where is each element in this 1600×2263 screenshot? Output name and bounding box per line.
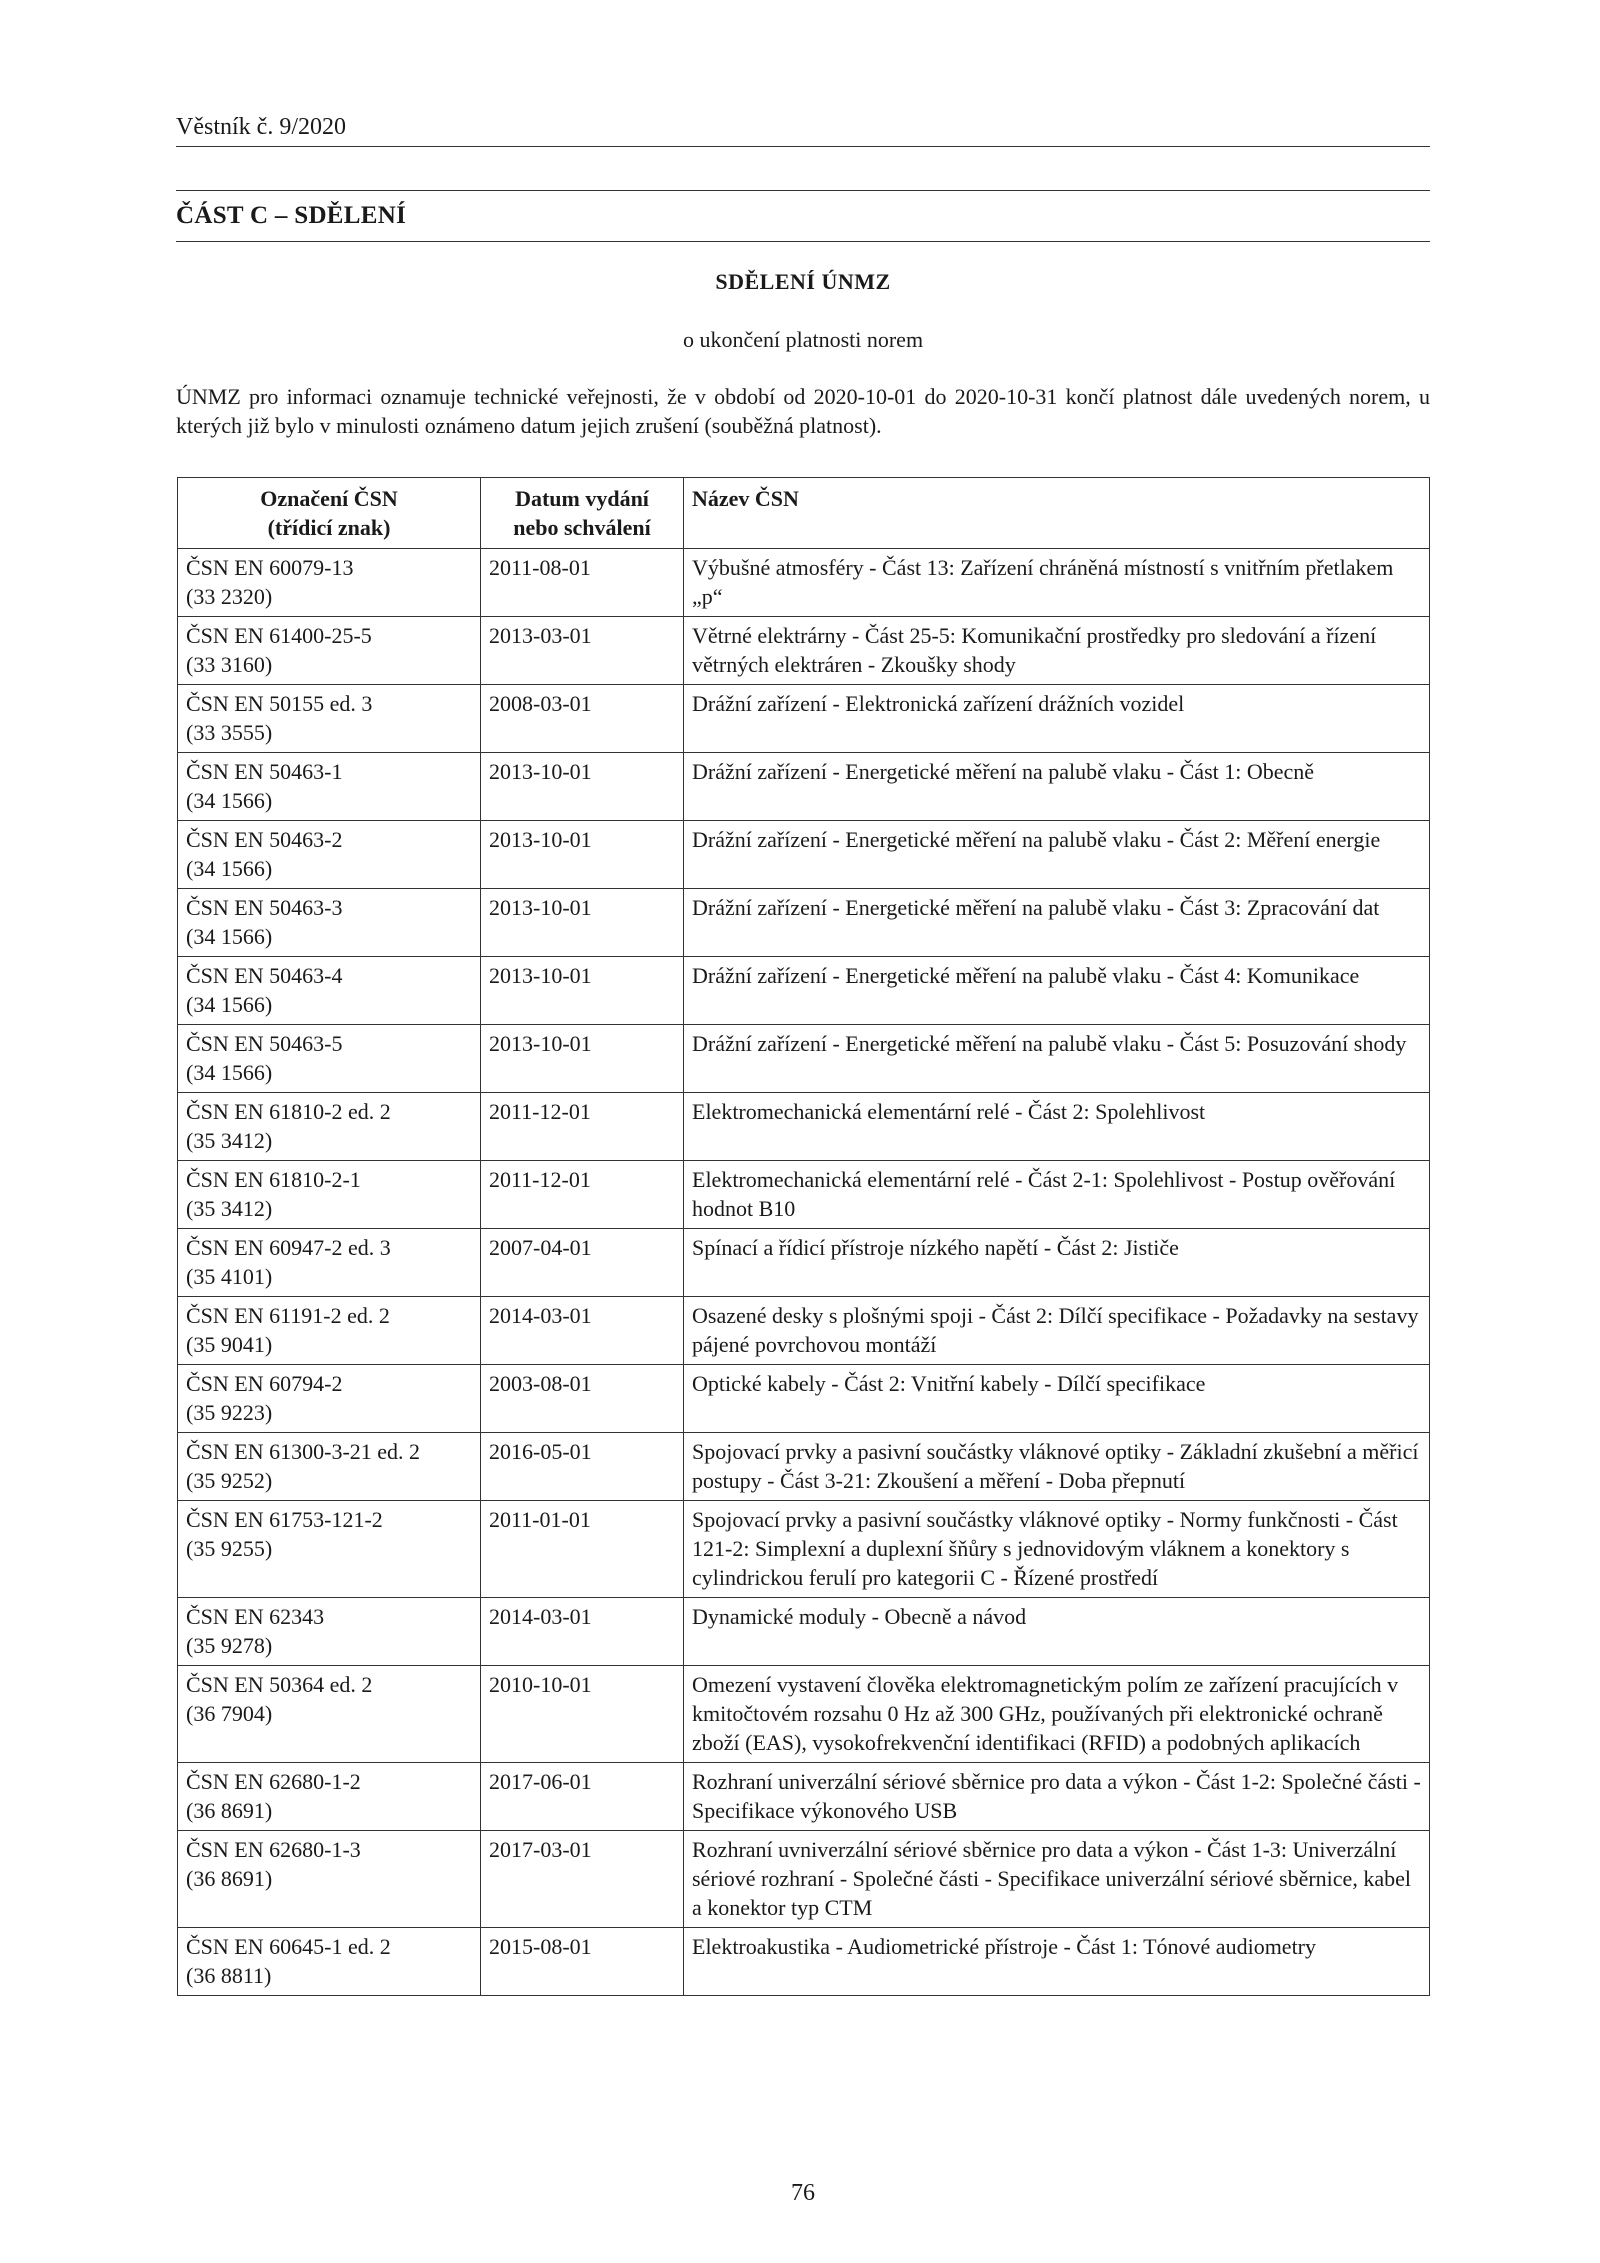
designation-cell <box>178 1229 481 1297</box>
norm-name-cell: Spínací a řídicí přístroje nízkého napětí - Část 2: Jističe <box>684 1229 1430 1297</box>
norm-code: ČSN EN 50364 ed. 2 <box>186 1672 373 1697</box>
norm-name-cell: Rozhraní univerzální sériové sběrnice pro data a výkon - Část 1-2: Společné části - Specifikace výkonového USB <box>684 1763 1430 1831</box>
issue-date-cell: 2010-10-01 <box>481 1666 684 1763</box>
designation-cell <box>178 1025 481 1093</box>
table-row <box>178 821 1430 889</box>
column-header-date-line1: Datum vydání <box>515 486 649 511</box>
classification-mark: (33 3160) <box>186 652 273 677</box>
intro-paragraph: ÚNMZ pro informaci oznamuje technické veřejnosti, že v období od 2020-10-01 do 2020-10-31 končí platnost dále uvedených norem, u kterých již bylo v minulosti oznámeno datum jejich zrušení (souběžná platnost). <box>176 384 1430 438</box>
norm-code: ČSN EN 61810-2-1 <box>186 1167 361 1192</box>
designation-cell <box>178 685 481 753</box>
classification-mark: (35 9223) <box>186 1400 273 1425</box>
issue-date-cell: 2013-10-01 <box>481 957 684 1025</box>
table-row <box>178 1093 1430 1161</box>
norm-code: ČSN EN 50463-4 <box>186 963 343 988</box>
issue-date-cell: 2007-04-01 <box>481 1229 684 1297</box>
table-row <box>178 1161 1430 1229</box>
table-row <box>178 1831 1430 1928</box>
norm-code: ČSN EN 50463-1 <box>186 759 343 784</box>
table-row <box>178 753 1430 821</box>
classification-mark: (35 9041) <box>186 1332 273 1357</box>
bulletin-header: Věstník č. 9/2020 <box>176 112 1430 147</box>
issue-date-cell: 2013-03-01 <box>481 617 684 685</box>
norm-name-cell: Elektromechanická elementární relé - Část 2-1: Spolehlivost - Postup ověřování hodnot B10 <box>684 1161 1430 1229</box>
designation-cell <box>178 1928 481 1996</box>
designation-cell <box>178 617 481 685</box>
notice-subtitle: o ukončení platnosti norem <box>682 327 924 352</box>
table-header-row <box>178 478 1430 549</box>
table-row <box>178 1229 1430 1297</box>
norm-code: ČSN EN 61400-25-5 <box>186 623 372 648</box>
designation-cell <box>178 1297 481 1365</box>
designation-cell <box>178 957 481 1025</box>
issue-date-cell: 2013-10-01 <box>481 889 684 957</box>
classification-mark: (36 7904) <box>186 1701 273 1726</box>
norm-name-cell: Rozhraní uvniverzální sériové sběrnice pro data a výkon - Část 1-3: Univerzální sériové rozhraní - Společné části - Specifikace univerzální sériové sběrnice, kabel a konektor typ CTM <box>684 1831 1430 1928</box>
classification-mark: (36 8811) <box>186 1963 272 1988</box>
norm-code: ČSN EN 61300-3-21 ed. 2 <box>186 1439 421 1464</box>
norm-name-cell: Elektroakustika - Audiometrické přístroje - Část 1: Tónové audiometry <box>684 1928 1430 1996</box>
classification-mark: (34 1566) <box>186 788 273 813</box>
norm-name-cell: Dynamické moduly - Obecně a návod <box>684 1598 1430 1666</box>
column-header-designation-line1: Označení ČSN <box>260 486 398 511</box>
designation-cell <box>178 1433 481 1501</box>
table-row <box>178 889 1430 957</box>
designation-cell <box>178 753 481 821</box>
designation-cell <box>178 1365 481 1433</box>
table-row <box>178 1365 1430 1433</box>
table-row <box>178 1433 1430 1501</box>
designation-cell <box>178 1161 481 1229</box>
section-title: ČÁST C – SDĚLENÍ <box>176 190 1430 242</box>
norm-name-cell: Větrné elektrárny - Část 25-5: Komunikační prostředky pro sledování a řízení větrných elektráren - Zkoušky shody <box>684 617 1430 685</box>
norm-code: ČSN EN 50155 ed. 3 <box>186 691 373 716</box>
norm-name-cell: Výbušné atmosféry - Část 13: Zařízení chráněná místností s vnitřním přetlakem „p“ <box>684 549 1430 617</box>
classification-mark: (35 3412) <box>186 1128 273 1153</box>
issue-date-cell: 2015-08-01 <box>481 1928 684 1996</box>
table-row <box>178 1763 1430 1831</box>
notice-title: SDĚLENÍ ÚNMZ <box>715 269 891 294</box>
norm-code: ČSN EN 61191-2 ed. 2 <box>186 1303 390 1328</box>
norm-code: ČSN EN 60079-13 <box>186 555 354 580</box>
issue-date-cell: 2011-01-01 <box>481 1501 684 1598</box>
norm-code: ČSN EN 62343 <box>186 1604 325 1629</box>
norm-name-cell: Optické kabely - Část 2: Vnitřní kabely - Dílčí specifikace <box>684 1365 1430 1433</box>
classification-mark: (33 3555) <box>186 720 273 745</box>
norm-code: ČSN EN 62680-1-3 <box>186 1837 361 1862</box>
classification-mark: (35 9255) <box>186 1536 273 1561</box>
issue-date-cell: 2013-10-01 <box>481 753 684 821</box>
issue-date-cell: 2014-03-01 <box>481 1297 684 1365</box>
designation-cell <box>178 821 481 889</box>
norm-name-cell: Drážní zařízení - Energetické měření na palubě vlaku - Část 3: Zpracování dat <box>684 889 1430 957</box>
column-header-designation <box>178 478 481 549</box>
column-header-date <box>481 478 684 549</box>
classification-mark: (34 1566) <box>186 924 273 949</box>
classification-mark: (35 9278) <box>186 1633 273 1658</box>
designation-cell <box>178 1763 481 1831</box>
page-number: 76 <box>791 2180 815 2206</box>
norm-name-cell: Drážní zařízení - Energetické měření na palubě vlaku - Část 2: Měření energie <box>684 821 1430 889</box>
issue-date-cell: 2016-05-01 <box>481 1433 684 1501</box>
norm-name-cell: Spojovací prvky a pasivní součástky vláknové optiky - Normy funkčnosti - Část 121-2: Simplexní a duplexní šňůry s jednovidovým vláknem a konektory s cylindrickou ferulí pro kategorii C - Řízené prostředí <box>684 1501 1430 1598</box>
norm-code: ČSN EN 61810-2 ed. 2 <box>186 1099 391 1124</box>
issue-date-cell: 2013-10-01 <box>481 821 684 889</box>
norm-code: ČSN EN 60947-2 ed. 3 <box>186 1235 391 1260</box>
table-row <box>178 1928 1430 1996</box>
classification-mark: (36 8691) <box>186 1798 273 1823</box>
norm-name-cell: Osazené desky s plošnými spoji - Část 2: Dílčí specifikace - Požadavky na sestavy pájené povrchovou montáží <box>684 1297 1430 1365</box>
table-body <box>178 549 1430 1996</box>
classification-mark: (36 8691) <box>186 1866 273 1891</box>
norm-code: ČSN EN 50463-2 <box>186 827 343 852</box>
norm-name-cell: Spojovací prvky a pasivní součástky vláknové optiky - Základní zkušební a měřicí postupy - Část 3-21: Zkoušení a měření - Doba přepnutí <box>684 1433 1430 1501</box>
norm-code: ČSN EN 50463-3 <box>186 895 343 920</box>
issue-date-cell: 2011-12-01 <box>481 1161 684 1229</box>
issue-date-cell: 2008-03-01 <box>481 685 684 753</box>
issue-date-cell: 2017-06-01 <box>481 1763 684 1831</box>
issue-date-cell: 2017-03-01 <box>481 1831 684 1928</box>
table-header <box>178 478 1430 549</box>
classification-mark: (33 2320) <box>186 584 273 609</box>
designation-cell <box>178 889 481 957</box>
norm-name-cell: Drážní zařízení - Energetické měření na palubě vlaku - Část 4: Komunikace <box>684 957 1430 1025</box>
classification-mark: (34 1566) <box>186 856 273 881</box>
classification-mark: (35 4101) <box>186 1264 273 1289</box>
table-row <box>178 957 1430 1025</box>
column-header-name: Název ČSN <box>684 478 1430 549</box>
table-row <box>178 1666 1430 1763</box>
table-row <box>178 1025 1430 1093</box>
table-row <box>178 617 1430 685</box>
table-row <box>178 685 1430 753</box>
designation-cell <box>178 1501 481 1598</box>
table-row <box>178 1297 1430 1365</box>
column-header-date-line2: nebo schválení <box>513 515 651 540</box>
designation-cell <box>178 549 481 617</box>
norm-name-cell: Drážní zařízení - Energetické měření na palubě vlaku - Část 1: Obecně <box>684 753 1430 821</box>
designation-cell <box>178 1598 481 1666</box>
norm-code: ČSN EN 60645-1 ed. 2 <box>186 1934 391 1959</box>
issue-date-cell: 2013-10-01 <box>481 1025 684 1093</box>
norms-table <box>177 477 1430 1996</box>
norm-code: ČSN EN 61753-121-2 <box>186 1507 383 1532</box>
designation-cell <box>178 1831 481 1928</box>
norm-name-cell: Drážní zařízení - Energetické měření na palubě vlaku - Část 5: Posuzování shody <box>684 1025 1430 1093</box>
norm-code: ČSN EN 50463-5 <box>186 1031 343 1056</box>
classification-mark: (34 1566) <box>186 1060 273 1085</box>
norm-name-cell: Drážní zařízení - Elektronická zařízení drážních vozidel <box>684 685 1430 753</box>
norm-code: ČSN EN 62680-1-2 <box>186 1769 361 1794</box>
column-header-designation-line2: (třídicí znak) <box>267 515 391 540</box>
designation-cell <box>178 1666 481 1763</box>
issue-date-cell: 2011-08-01 <box>481 549 684 617</box>
norm-name-cell: Omezení vystavení člověka elektromagnetickým polím ze zařízení pracujících v kmitočtovém rozsahu 0 Hz až 300 GHz, používaných při elektronické ochraně zboží (EAS), vysokofrekvenční identifikaci (RFID) a podobných aplikacích <box>684 1666 1430 1763</box>
table-row <box>178 1501 1430 1598</box>
classification-mark: (35 3412) <box>186 1196 273 1221</box>
table-row <box>178 1598 1430 1666</box>
table-row <box>178 549 1430 617</box>
issue-date-cell: 2014-03-01 <box>481 1598 684 1666</box>
norm-code: ČSN EN 60794-2 <box>186 1371 343 1396</box>
designation-cell <box>178 1093 481 1161</box>
issue-date-cell: 2003-08-01 <box>481 1365 684 1433</box>
classification-mark: (34 1566) <box>186 992 273 1017</box>
issue-date-cell: 2011-12-01 <box>481 1093 684 1161</box>
classification-mark: (35 9252) <box>186 1468 273 1493</box>
norm-name-cell: Elektromechanická elementární relé - Část 2: Spolehlivost <box>684 1093 1430 1161</box>
